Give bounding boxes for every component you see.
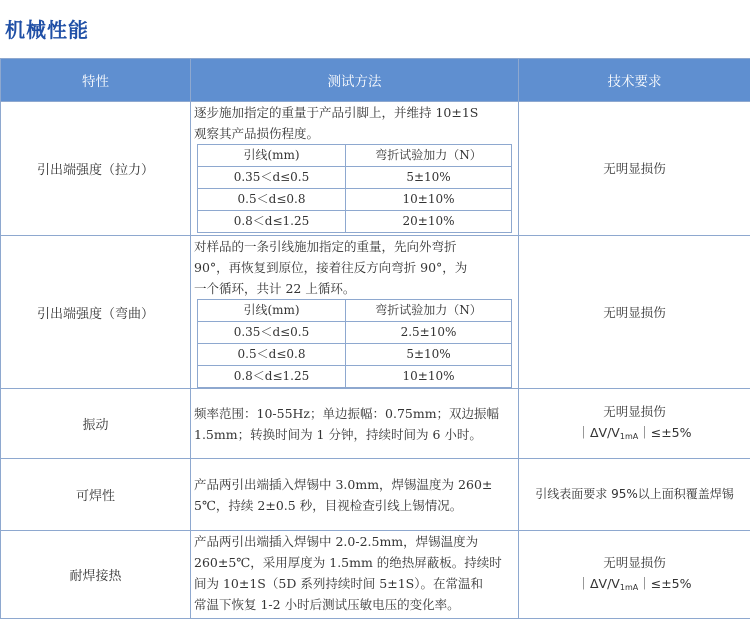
mechanical-properties-table	[0, 58, 750, 619]
method-cell	[191, 459, 519, 531]
table-row	[1, 236, 750, 389]
table-row	[1, 531, 750, 619]
requirement-text: 无明显损伤	[603, 403, 666, 419]
sub-table-row	[198, 322, 512, 344]
sub-cell: 0.5＜d≤0.8	[198, 189, 346, 211]
requirement-text: 无明显损伤	[603, 554, 666, 570]
sub-table-header	[198, 300, 512, 322]
table-row	[1, 102, 750, 236]
sub-cell: 0.8＜d≤1.25	[198, 366, 346, 388]
sub-header-cell: 弯折试验加力（N）	[346, 145, 512, 167]
method-line: 一个循环，共计 22 上循环。	[194, 281, 356, 296]
method-line: 产品两引出端插入焊锡中 2.0-2.5mm，焊锡温度为	[194, 534, 479, 549]
sub-table-row	[198, 366, 512, 388]
method-line: 观察其产品损伤程度。	[194, 126, 320, 141]
method-cell	[191, 531, 519, 619]
requirement-cell: 引线表面要求 95%以上面积覆盖焊锡	[519, 459, 750, 531]
table-row	[1, 459, 750, 531]
sub-cell: 5±10%	[346, 344, 512, 366]
header-method: 测试方法	[191, 59, 519, 102]
property-cell: 引出端强度（拉力）	[1, 102, 191, 236]
sub-cell: 2.5±10%	[346, 322, 512, 344]
method-line: 260±5℃，采用厚度为 1.5mm 的绝热屏蔽板。持续时	[194, 555, 502, 570]
formula-text: ｜≤±5%	[638, 424, 692, 440]
sub-table-row	[198, 211, 512, 233]
sub-cell: 0.35＜d≤0.5	[198, 167, 346, 189]
method-line: 逐步施加指定的重量于产品引脚上，并维持 10±1S	[194, 105, 479, 120]
sub-table	[197, 144, 512, 233]
sub-cell: 10±10%	[346, 366, 512, 388]
requirement-cell: 无明显损伤	[519, 236, 750, 389]
requirement-formula	[519, 422, 750, 447]
table-header-row	[1, 59, 750, 102]
method-cell	[191, 102, 519, 236]
sub-table-row	[198, 167, 512, 189]
formula-text: ｜ΔV/V	[577, 575, 620, 591]
requirement-cell	[519, 389, 750, 459]
sub-table	[197, 299, 512, 388]
sub-header-cell: 弯折试验加力（N）	[346, 300, 512, 322]
property-cell: 耐焊接热	[1, 531, 191, 619]
sub-header-cell: 引线(mm)	[198, 145, 346, 167]
method-line: 频率范围：10-55Hz；单边振幅：0.75mm；双边振幅	[194, 405, 500, 421]
header-property: 特性	[1, 59, 191, 102]
sub-table-header	[198, 145, 512, 167]
formula-subscript: 1mA	[619, 431, 639, 441]
method-line: 对样品的一条引线施加指定的重量，先向外弯折	[194, 239, 457, 254]
table-row	[1, 389, 750, 459]
requirement-cell	[519, 531, 750, 619]
sub-table-row	[198, 344, 512, 366]
page-title: 机械性能	[5, 18, 89, 42]
method-line: 90°，再恢复到原位，接着往反方向弯折 90°，为	[194, 260, 468, 275]
sub-cell: 0.8＜d≤1.25	[198, 211, 346, 233]
property-cell: 可焊性	[1, 459, 191, 531]
method-line: 间为 10±1S（5D 系列持续时间 5±1S）。在常温和	[194, 576, 483, 591]
property-cell: 引出端强度（弯曲）	[1, 236, 191, 389]
property-cell: 振动	[1, 389, 191, 459]
sub-cell: 10±10%	[346, 189, 512, 211]
requirement-cell: 无明显损伤	[519, 102, 750, 236]
method-cell	[191, 389, 519, 459]
method-line: 产品两引出端插入焊锡中 3.0mm，焊锡温度为 260±	[194, 476, 493, 492]
method-cell	[191, 236, 519, 389]
method-line: 5℃，持续 2±0.5 秒，目视检查引线上锡情况。	[194, 497, 463, 513]
method-line: 常温下恢复 1-2 小时后测试压敏电压的变化率。	[194, 597, 460, 612]
formula-subscript: 1mA	[619, 582, 639, 592]
sub-header-cell: 引线(mm)	[198, 300, 346, 322]
sub-cell: 20±10%	[346, 211, 512, 233]
requirement-formula	[519, 573, 750, 598]
sub-table-row	[198, 189, 512, 211]
sub-cell: 5±10%	[346, 167, 512, 189]
sub-cell: 0.35＜d≤0.5	[198, 322, 346, 344]
header-requirement: 技术要求	[519, 59, 750, 102]
formula-text: ｜ΔV/V	[577, 424, 620, 440]
method-line: 1.5mm；转换时间为 1 分钟，持续时间为 6 小时。	[194, 426, 482, 442]
formula-text: ｜≤±5%	[638, 575, 692, 591]
sub-cell: 0.5＜d≤0.8	[198, 344, 346, 366]
